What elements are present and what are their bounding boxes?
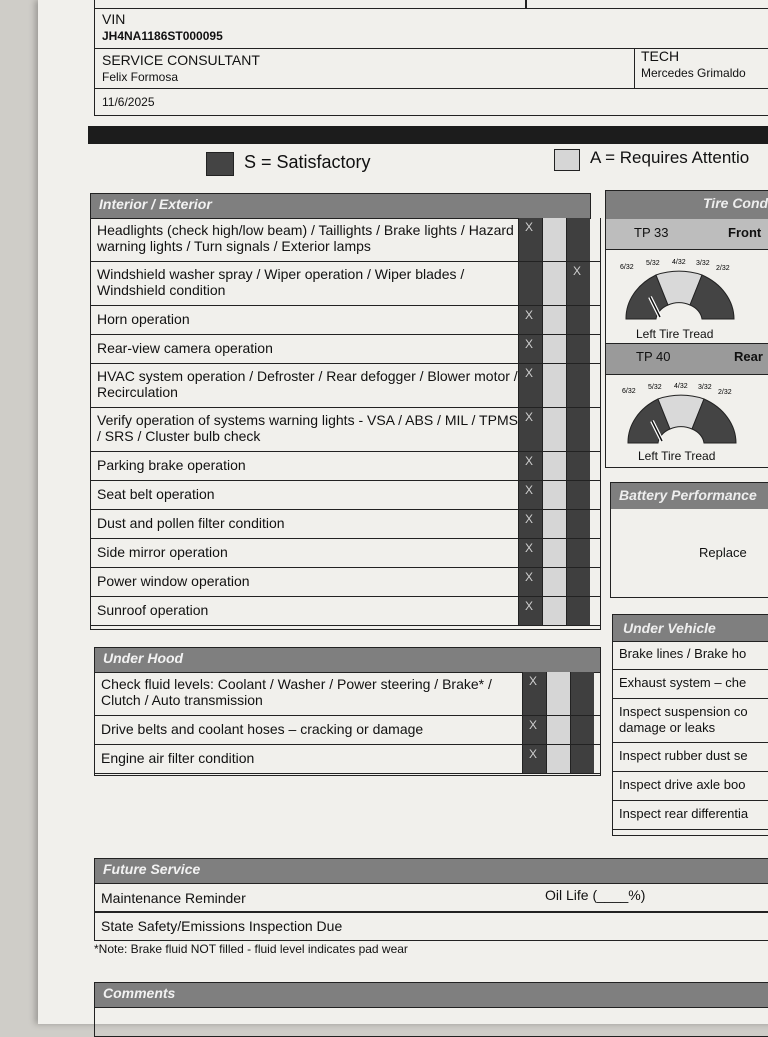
svg-text:2/32: 2/32	[718, 389, 732, 396]
satisfactory-box[interactable]	[518, 568, 542, 596]
attention-box[interactable]	[546, 716, 570, 744]
satisfactory-box[interactable]	[518, 364, 542, 407]
immediate-box[interactable]	[570, 745, 594, 773]
immediate-box[interactable]	[570, 716, 594, 744]
under-vehicle-panel	[612, 614, 768, 836]
svg-text:3/32: 3/32	[698, 384, 712, 391]
comments-box	[94, 1007, 768, 1037]
checklist-row	[95, 672, 600, 716]
under-vehicle-row	[613, 699, 768, 743]
date-value: 11/6/2025	[102, 95, 155, 109]
checklist-row	[91, 597, 600, 626]
immediate-box[interactable]	[566, 335, 590, 363]
checklist-item-label: Parking brake operation	[97, 457, 246, 473]
attention-box[interactable]	[542, 408, 566, 451]
svg-text:5/32: 5/32	[648, 384, 662, 391]
attention-box[interactable]	[542, 306, 566, 334]
under-hood-header: Under Hood	[94, 647, 601, 673]
immediate-box[interactable]	[566, 539, 590, 567]
checklist-row	[91, 568, 600, 597]
rear-label: Rear	[734, 349, 763, 364]
checklist-item-label: Windshield washer spray / Wiper operation / Wiper blades / Windshield condition	[97, 266, 465, 298]
satisfactory-box[interactable]	[522, 672, 546, 715]
vin-field	[95, 9, 768, 49]
oil-life-field: Oil Life (____%)	[545, 887, 646, 903]
checklist-row	[91, 510, 600, 539]
tire-condition-panel	[605, 190, 768, 468]
checklist-row	[91, 539, 600, 568]
checklist-item-label: Sunroof operation	[97, 602, 209, 618]
vin-label: VIN	[102, 11, 126, 27]
attention-box[interactable]	[542, 218, 566, 261]
legend-satisfactory-swatch	[206, 152, 234, 176]
checklist-item-label: Check fluid levels: Coolant / Washer / Power steering / Brake* / Clutch / Auto transmission	[101, 676, 492, 708]
checklist-item-label: Side mirror operation	[97, 544, 228, 560]
legend-satisfactory-text: S = Satisfactory	[244, 152, 371, 172]
rear-gauge-label: Left Tire Tread	[638, 449, 716, 463]
future-service-header: Future Service	[94, 858, 768, 884]
battery-performance-panel	[610, 482, 768, 598]
checklist-item-label: Engine air filter condition	[101, 750, 255, 766]
checklist-row	[91, 335, 600, 364]
immediate-box[interactable]	[566, 218, 590, 261]
check-mark: X	[573, 264, 582, 278]
satisfactory-box[interactable]	[518, 452, 542, 480]
svg-text:6/32: 6/32	[622, 388, 636, 395]
satisfactory-box[interactable]	[518, 218, 542, 261]
check-mark: X	[525, 337, 534, 351]
check-mark: X	[525, 570, 534, 584]
attention-box[interactable]	[542, 510, 566, 538]
rear-tire-pressure: TP 40	[636, 349, 671, 364]
attention-box[interactable]	[542, 481, 566, 509]
battery-replace-label: Replace	[699, 545, 747, 560]
checklist-row	[91, 481, 600, 510]
checklist-item-label: Verify operation of systems warning lights - VSA / ABS / MIL / TPMS / SRS / Cluster bulb check	[97, 412, 518, 444]
check-mark: X	[525, 410, 534, 424]
under-vehicle-item-label: Inspect suspension co damage or leaks	[619, 704, 748, 735]
satisfactory-box[interactable]	[518, 335, 542, 363]
check-mark: X	[529, 747, 538, 761]
comments-header: Comments	[94, 982, 768, 1008]
under-vehicle-item-label: Exhaust system – che	[619, 675, 747, 690]
immediate-box[interactable]	[570, 672, 594, 715]
check-mark: X	[525, 512, 534, 526]
front-tire-pressure: TP 33	[634, 225, 669, 240]
check-mark: X	[525, 599, 534, 613]
gauge-tick-3: 3/32	[696, 260, 710, 267]
legend-attention-swatch	[554, 149, 580, 171]
checklist-row	[91, 408, 600, 452]
svg-text:4/32: 4/32	[674, 383, 688, 390]
satisfactory-box[interactable]	[518, 510, 542, 538]
battery-performance-title: Battery Performance	[619, 487, 757, 503]
immediate-box[interactable]	[566, 568, 590, 596]
gauge-tick-4: 4/32	[672, 259, 686, 266]
gauge-tick-2: 2/32	[716, 265, 730, 272]
under-vehicle-item-label: Brake lines / Brake ho	[619, 646, 747, 661]
immediate-box[interactable]	[566, 262, 590, 305]
immediate-box[interactable]	[566, 510, 590, 538]
gauge-tick-6: 6/32	[620, 264, 634, 271]
attention-box[interactable]	[546, 672, 570, 715]
checklist-row	[95, 716, 600, 745]
checklist-item-label: Power window operation	[97, 573, 250, 589]
checklist-item-label: Headlights (check high/low beam) / Taillights / Brake lights / Hazard warning lights / Turn signals / Exterior lamps	[97, 222, 514, 254]
attention-box[interactable]	[542, 597, 566, 625]
under-vehicle-title: Under Vehicle	[623, 620, 716, 636]
check-mark: X	[525, 308, 534, 322]
vehicle-info-block	[94, 0, 768, 116]
immediate-box[interactable]	[566, 481, 590, 509]
vin-value: JH4NA1186ST000095	[102, 29, 223, 43]
tech-value: Mercedes Grimaldo	[641, 66, 746, 80]
interior-exterior-table	[90, 218, 601, 630]
under-vehicle-item-label: Inspect rubber dust se	[619, 748, 748, 763]
attention-box[interactable]	[542, 335, 566, 363]
check-mark: X	[525, 541, 534, 555]
check-mark: X	[525, 366, 534, 380]
front-tread-gauge	[616, 257, 746, 337]
gauge-tick-5: 5/32	[646, 260, 660, 267]
consultant-label: SERVICE CONSULTANT	[102, 52, 260, 68]
under-vehicle-row	[613, 801, 768, 830]
tech-field	[635, 45, 768, 89]
checklist-item-label: Dust and pollen filter condition	[97, 515, 285, 531]
under-vehicle-row	[613, 772, 768, 801]
inspection-sheet	[38, 0, 768, 1024]
check-mark: X	[525, 483, 534, 497]
attention-box[interactable]	[542, 364, 566, 407]
under-vehicle-item-label: Inspect drive axle boo	[619, 777, 746, 792]
immediate-box[interactable]	[566, 597, 590, 625]
attention-box[interactable]	[546, 745, 570, 773]
consultant-value: Felix Formosa	[102, 70, 179, 84]
immediate-box[interactable]	[566, 306, 590, 334]
checklist-item-label: HVAC system operation / Defroster / Rear defogger / Blower motor / Recirculation	[97, 368, 518, 400]
checklist-row	[91, 306, 600, 335]
tire-condition-title: Tire Cond	[703, 195, 768, 211]
immediate-box[interactable]	[566, 452, 590, 480]
attention-box[interactable]	[542, 452, 566, 480]
brake-fluid-note: *Note: Brake fluid NOT filled - fluid level indicates pad wear	[94, 942, 408, 956]
check-mark: X	[529, 674, 538, 688]
satisfactory-box[interactable]	[518, 306, 542, 334]
checklist-row	[95, 745, 600, 774]
front-label: Front	[728, 225, 762, 240]
under-vehicle-row	[613, 670, 768, 699]
front-gauge-label: Left Tire Tread	[636, 327, 714, 341]
satisfactory-box[interactable]	[522, 716, 546, 744]
consultant-field	[95, 49, 635, 89]
future-service-table	[94, 883, 768, 941]
immediate-box[interactable]	[566, 364, 590, 407]
section-divider-bar	[88, 126, 768, 144]
checklist-item-label: Seat belt operation	[97, 486, 215, 502]
attention-box[interactable]	[542, 262, 566, 305]
checklist-item-label: Horn operation	[97, 311, 190, 327]
under-hood-table	[94, 672, 601, 776]
maintenance-reminder-label: Maintenance Reminder	[101, 890, 246, 906]
checklist-row	[91, 218, 600, 262]
satisfactory-box[interactable]	[518, 262, 542, 305]
under-vehicle-row	[613, 641, 768, 670]
legend-attention-text: A = Requires Attentio	[590, 148, 750, 167]
under-vehicle-item-label: Inspect rear differentia	[619, 806, 749, 821]
immediate-box[interactable]	[566, 408, 590, 451]
checklist-row	[91, 364, 600, 408]
attention-box[interactable]	[542, 568, 566, 596]
checklist-item-label: Drive belts and coolant hoses – cracking or damage	[101, 721, 424, 737]
under-vehicle-row	[613, 743, 768, 772]
check-mark: X	[529, 718, 538, 732]
satisfactory-box[interactable]	[518, 408, 542, 451]
checklist-row	[91, 452, 600, 481]
satisfactory-box[interactable]	[518, 597, 542, 625]
attention-box[interactable]	[542, 539, 566, 567]
satisfactory-box[interactable]	[522, 745, 546, 773]
satisfactory-box[interactable]	[518, 481, 542, 509]
checklist-item-label: Rear-view camera operation	[97, 340, 273, 356]
checklist-row	[91, 262, 600, 306]
check-mark: X	[525, 220, 534, 234]
tech-label: TECH	[641, 48, 680, 64]
satisfactory-box[interactable]	[518, 539, 542, 567]
state-inspection-label: State Safety/Emissions Inspection Due	[101, 918, 343, 934]
check-mark: X	[525, 454, 534, 468]
interior-exterior-header: Interior / Exterior	[90, 193, 591, 219]
